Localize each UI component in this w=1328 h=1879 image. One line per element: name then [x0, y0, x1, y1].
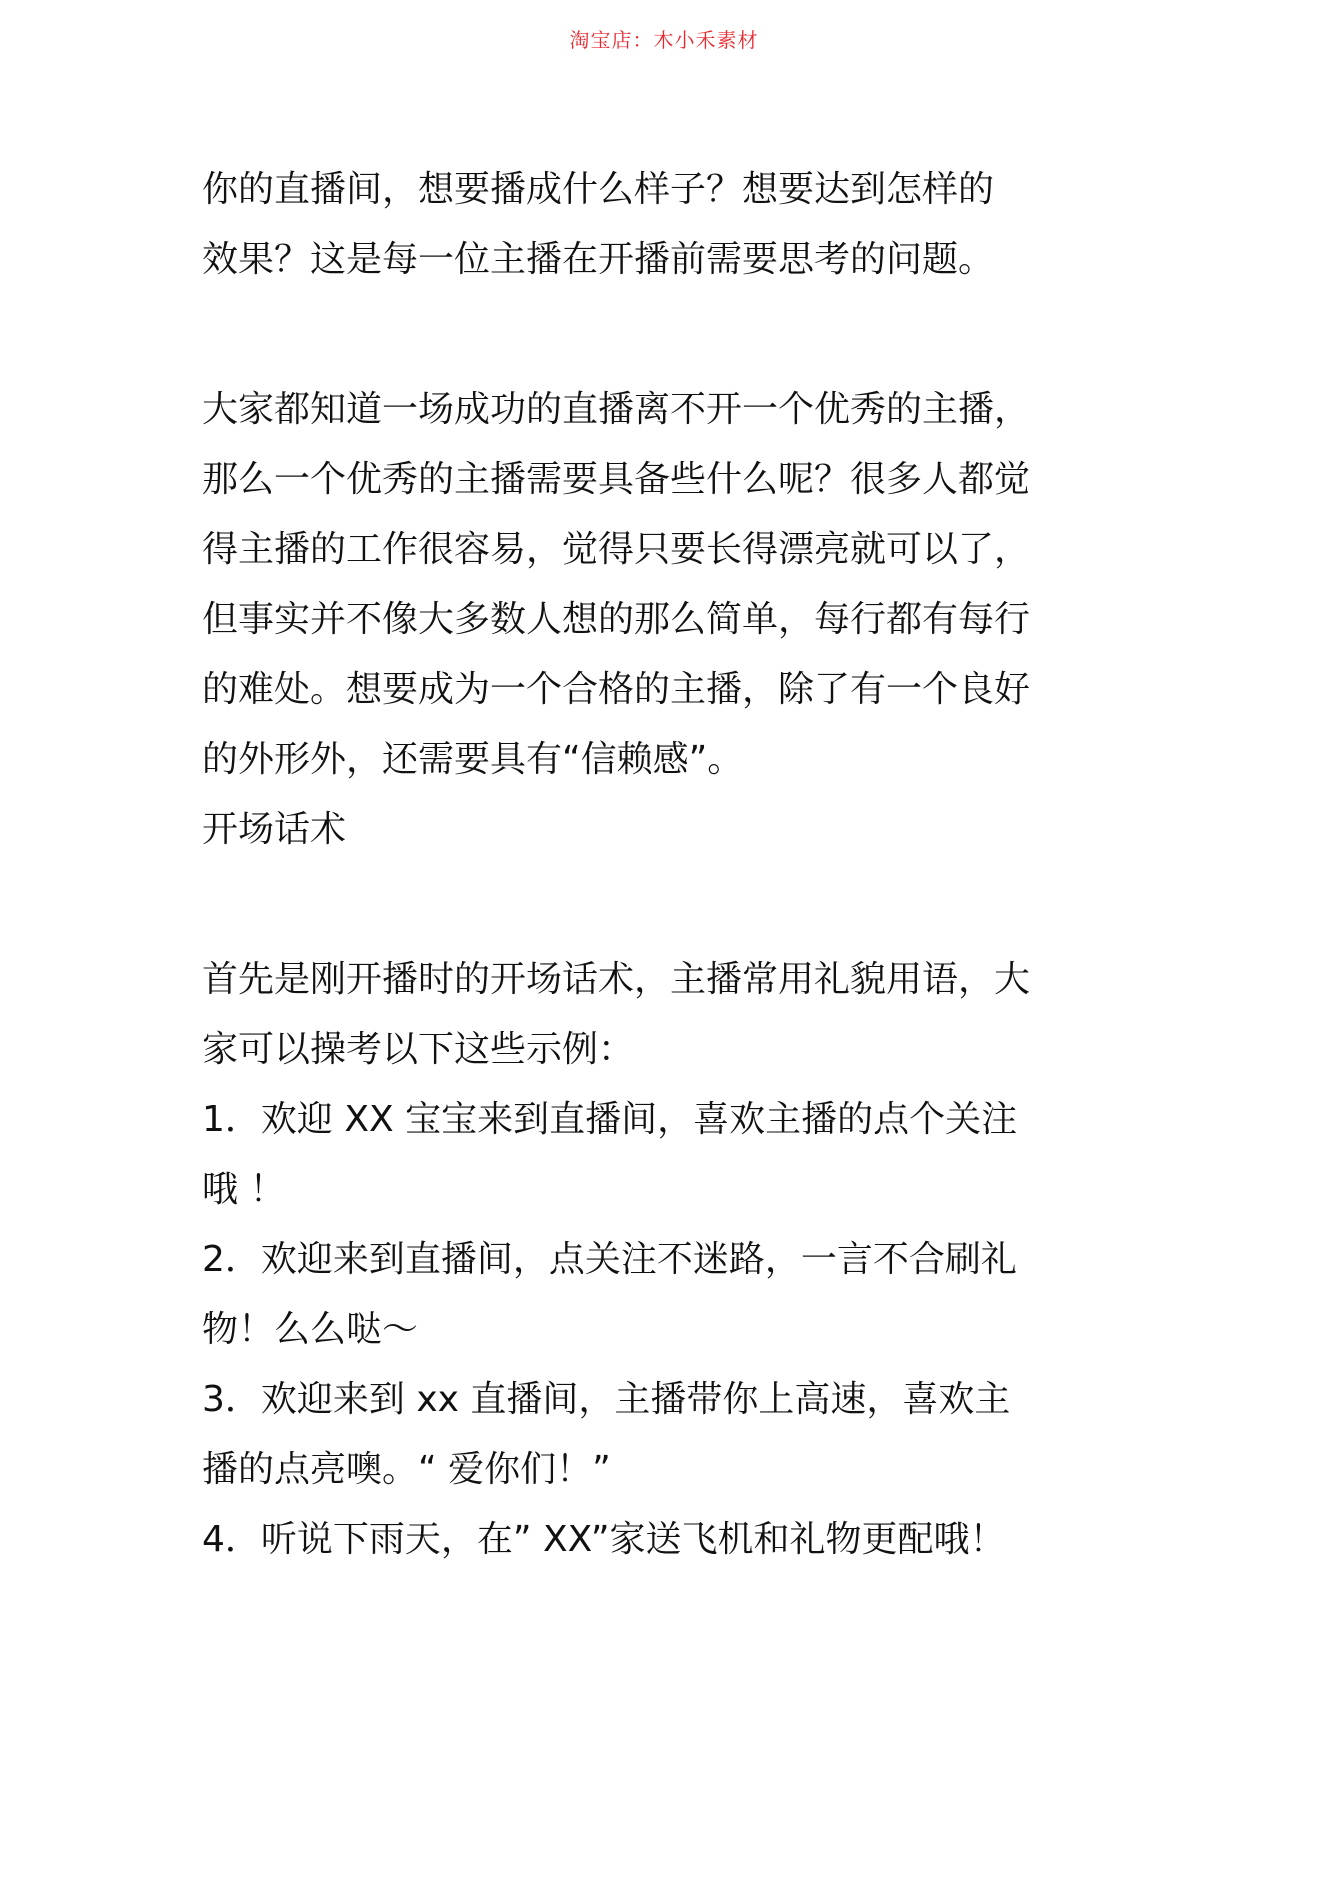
intro-line-1: 你的直播间，想要播成什么样子？想要达到怎样的 [202, 169, 995, 210]
para2-line-1: 大家都知道一场成功的直播离不开一个优秀的主播， [202, 389, 1031, 430]
list-item-4-line-1: 4．听说下雨天，在” XX”家送飞机和礼物更配哦！ [202, 1519, 1006, 1560]
list-item-2-line-2: 物！么么哒～ [202, 1309, 419, 1350]
para2-line-3: 得主播的工作很容易，觉得只要长得漂亮就可以了， [202, 529, 1031, 570]
document-body [202, 155, 1102, 1575]
para2-line-4: 但事实并不像大多数人想的那么简单，每行都有每行 [202, 599, 1031, 640]
para2-line-2: 那么一个优秀的主播需要具备些什么呢？很多人都觉 [202, 459, 1031, 500]
intro-line-2: 效果？这是每一位主播在开播前需要思考的问题。 [202, 239, 995, 280]
shop-header: 淘宝店：木小禾素材 [569, 28, 759, 52]
section-heading: 开场话术 [202, 809, 347, 850]
list-item-1-line-2: 哦 ！ [202, 1169, 286, 1210]
list-item-1-line-1: 1．欢迎 XX 宝宝来到直播间，喜欢主播的点个关注 [202, 1099, 1018, 1140]
list-item-3-line-1: 3．欢迎来到 xx 直播间，主播带你上高速，喜欢主 [202, 1379, 1011, 1420]
list-item-2-line-1: 2．欢迎来到直播间，点关注不迷路，一言不合刷礼 [202, 1239, 1017, 1280]
para2-line-6: 的外形外，还需要具有“信赖感”。 [202, 739, 744, 780]
para3-line-1: 首先是刚开播时的开场话术，主播常用礼貌用语，大 [202, 959, 1031, 1000]
list-item-3-line-2: 播的点亮噢。“ 爱你们！” [202, 1449, 611, 1490]
para3-line-2: 家可以操考以下这些示例： [202, 1029, 635, 1070]
para2-line-5: 的难处。想要成为一个合格的主播，除了有一个良好 [202, 669, 1031, 710]
